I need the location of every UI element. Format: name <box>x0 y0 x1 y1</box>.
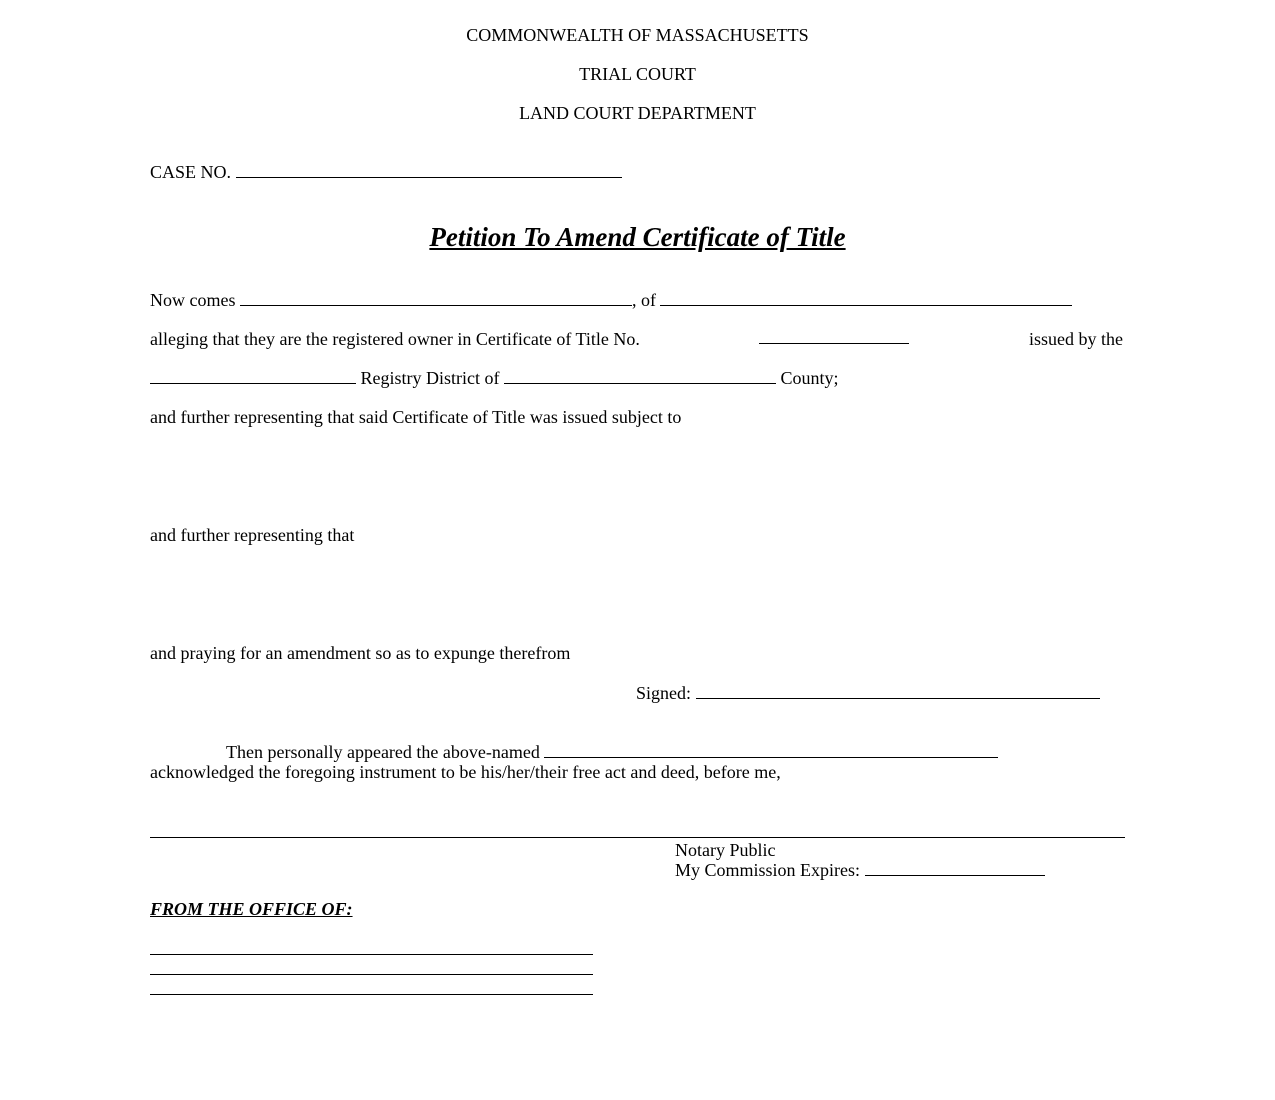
signed-row <box>636 683 1100 703</box>
petitioner-name-field[interactable] <box>240 291 632 306</box>
issued-by-text: issued by the <box>1028 329 1123 349</box>
commission-expires-field[interactable] <box>865 861 1045 876</box>
header-land-court: LAND COURT DEPARTMENT <box>519 103 756 123</box>
document-title: Petition To Amend Certificate of Title <box>429 222 846 252</box>
office-line-3[interactable] <box>150 994 593 995</box>
case-number-field[interactable] <box>236 163 622 178</box>
petitioner-address-field[interactable] <box>660 291 1072 306</box>
notary-public-label: Notary Public <box>675 840 776 860</box>
certificate-number-field[interactable] <box>759 329 909 344</box>
office-line-1[interactable] <box>150 954 593 955</box>
appeared-text: Then personally appeared the above-named <box>226 742 540 762</box>
appeared-name-field[interactable] <box>544 743 998 758</box>
further-that-text: and further representing that <box>150 525 355 545</box>
header-trial-court: TRIAL COURT <box>579 64 696 84</box>
acknowledged-text: acknowledged the foregoing instrument to be his/her/their free act and deed, before me, <box>150 762 781 782</box>
of-label: , of <box>631 290 656 310</box>
commission-row <box>675 860 1045 880</box>
alleging-text: alleging that they are the registered owner in Certificate of Title No. <box>150 329 640 349</box>
signed-label: Signed: <box>636 683 692 703</box>
alleging-row <box>150 329 1123 349</box>
case-number-row <box>150 162 622 182</box>
further-subject-text: and further representing that said Certificate of Title was issued subject to <box>150 407 682 427</box>
now-comes-label: Now comes <box>150 290 236 310</box>
case-number-label: CASE NO. <box>150 162 232 182</box>
notary-signature-line[interactable] <box>150 837 1125 838</box>
header-commonwealth: COMMONWEALTH OF MASSACHUSETTS <box>466 25 809 45</box>
office-line-2[interactable] <box>150 974 593 975</box>
praying-text: and praying for an amendment so as to expunge therefrom <box>150 643 571 663</box>
appeared-row <box>226 742 998 762</box>
county-label: County; <box>780 368 839 388</box>
registry-row <box>150 368 839 388</box>
registry-district-label: Registry District of <box>360 368 500 388</box>
now-comes-row <box>150 290 1072 310</box>
commission-expires-label: My Commission Expires: <box>675 860 861 880</box>
from-office-label: FROM THE OFFICE OF: <box>150 899 353 919</box>
county-field[interactable] <box>504 369 776 384</box>
registry-district-field[interactable] <box>150 369 356 384</box>
signature-field[interactable] <box>696 684 1100 699</box>
